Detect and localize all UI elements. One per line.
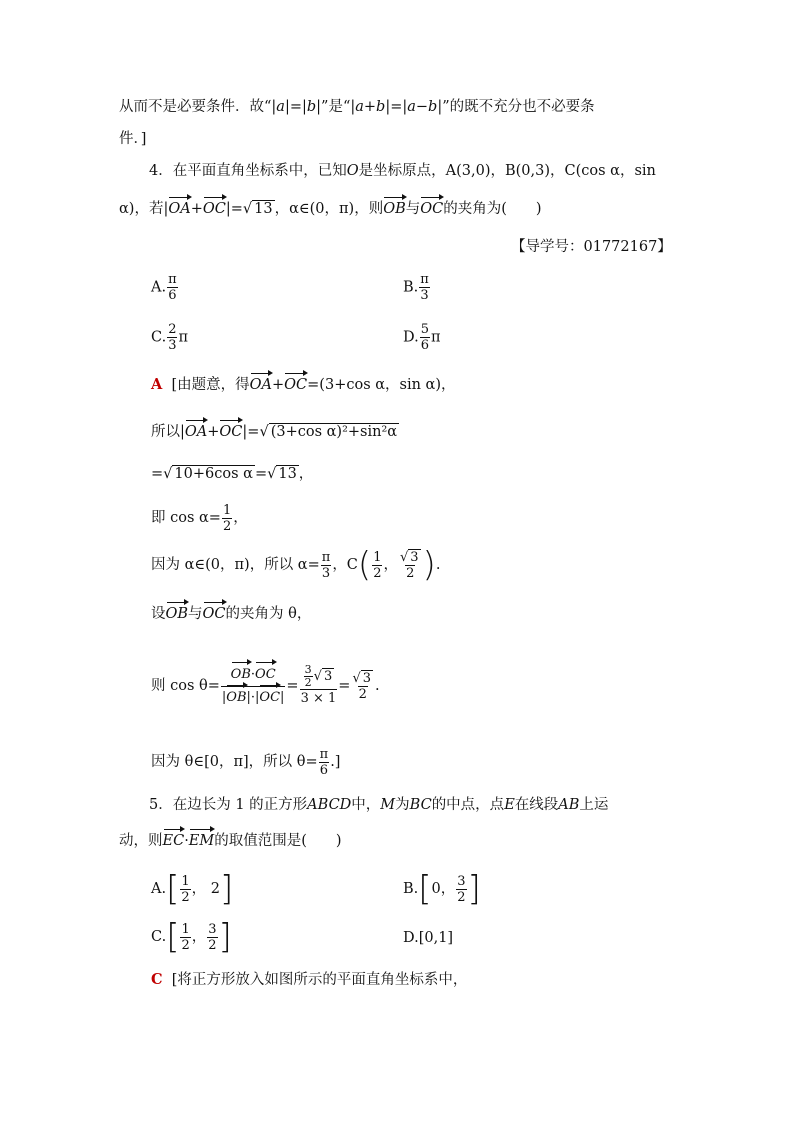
q5-option-b[interactable]: B.[0， $\frac{3}{2}$ ]	[403, 869, 481, 909]
q4-option-c[interactable]: C. $\frac{2}{3}$ π	[151, 322, 188, 353]
fraction: $\frac{\pi}{6}$	[168, 272, 177, 303]
q4-solution-line-4: 即 cos α= $\frac{1}{2}$ ，	[151, 502, 248, 534]
answer-label: A	[151, 376, 163, 393]
prev-line-2: 件．]	[119, 131, 147, 147]
q5-stem-line-2: 动，则EC·EM的取值范围是( )	[119, 833, 342, 849]
vector-em: EM	[188, 833, 215, 849]
vector-oc: OC	[202, 201, 226, 217]
vector-ec: EC	[162, 833, 185, 849]
q4-option-b[interactable]: B. $\frac{\pi}{3}$	[403, 272, 429, 303]
sqrt-13: √ 13	[242, 201, 273, 217]
q5-solution-line-1: C [将正方形放入如图所示的平面直角坐标系中，	[151, 971, 468, 988]
q4-solution-line-3: =√ 10+6cos α =√ 13 ，	[151, 466, 314, 482]
q5-option-c[interactable]: C.[ $\frac{1}{2}$ ， $\frac{3}{2}$ ]	[151, 917, 232, 957]
q5-option-d[interactable]: D.[0,1]	[403, 930, 454, 946]
q4-stem-line-1: 4．在平面直角坐标系中，已知O是坐标原点，A(3,0)，B(0,3)，C(cos α，sin	[149, 163, 656, 179]
q4-option-a[interactable]: A. $\frac{\pi}{6}$	[151, 272, 177, 303]
q4-solution-line-8: 因为 θ∈[0，π]，所以 θ= $\frac{\pi}{6}$ .]	[151, 746, 341, 778]
q4-solution-line-7: 则 cos θ= $\frac{OB\cdot OC}{|OB|\cdot|OC|}$ = $\frac{3}{2}$ √ 3 3 × 1 = $\frac{√ 3}{2}$ .	[151, 650, 380, 722]
vector-oc-2: OC	[420, 201, 444, 217]
fraction: $\frac{5}{6}$	[420, 322, 429, 353]
q4-solution-line-1: A [由题意，得OA+OC=(3+cos α，sin α)，	[151, 376, 456, 393]
fraction: $\frac{\pi}{3}$	[420, 272, 429, 303]
q4-solution-line-6: 设OB与OC的夹角为 θ，	[151, 606, 312, 622]
vector-oa: OA	[168, 201, 191, 217]
answer-label: C	[151, 971, 163, 988]
vector-ob: OB	[383, 201, 406, 217]
q5-option-a[interactable]: A.[ $\frac{1}{2}$ ， 2]	[151, 869, 234, 909]
fraction: $\frac{2}{3}$	[168, 322, 177, 353]
q5-stem-line-1: 5．在边长为 1 的正方形ABCD中，M为BC的中点，点E在线段AB上运	[149, 797, 609, 813]
guide-number: 【导学号：01772167】	[511, 239, 672, 255]
prev-line-1: 从而不是必要条件．故“|a|=|b|”是“|a+b|=|a−b|”的既不充分也不必要条	[119, 99, 595, 115]
q4-option-d[interactable]: D. $\frac{5}{6}$ π	[403, 322, 441, 353]
q4-solution-line-5: 因为 α∈(0，π)，所以 α= $\frac{\pi}{3}$ ，C( $\frac{1}{2}$ ， $\frac{√ 3}{2}$ ).	[151, 545, 441, 585]
q4-solution-line-2: 所以|OA+OC|=√ (3+cos α)²+sin²α	[151, 424, 398, 440]
q4-stem-line-2: α)，若|OA+OC|=√ 13 ，α∈(0，π)，则OB与OC的夹角为( )	[119, 201, 542, 217]
